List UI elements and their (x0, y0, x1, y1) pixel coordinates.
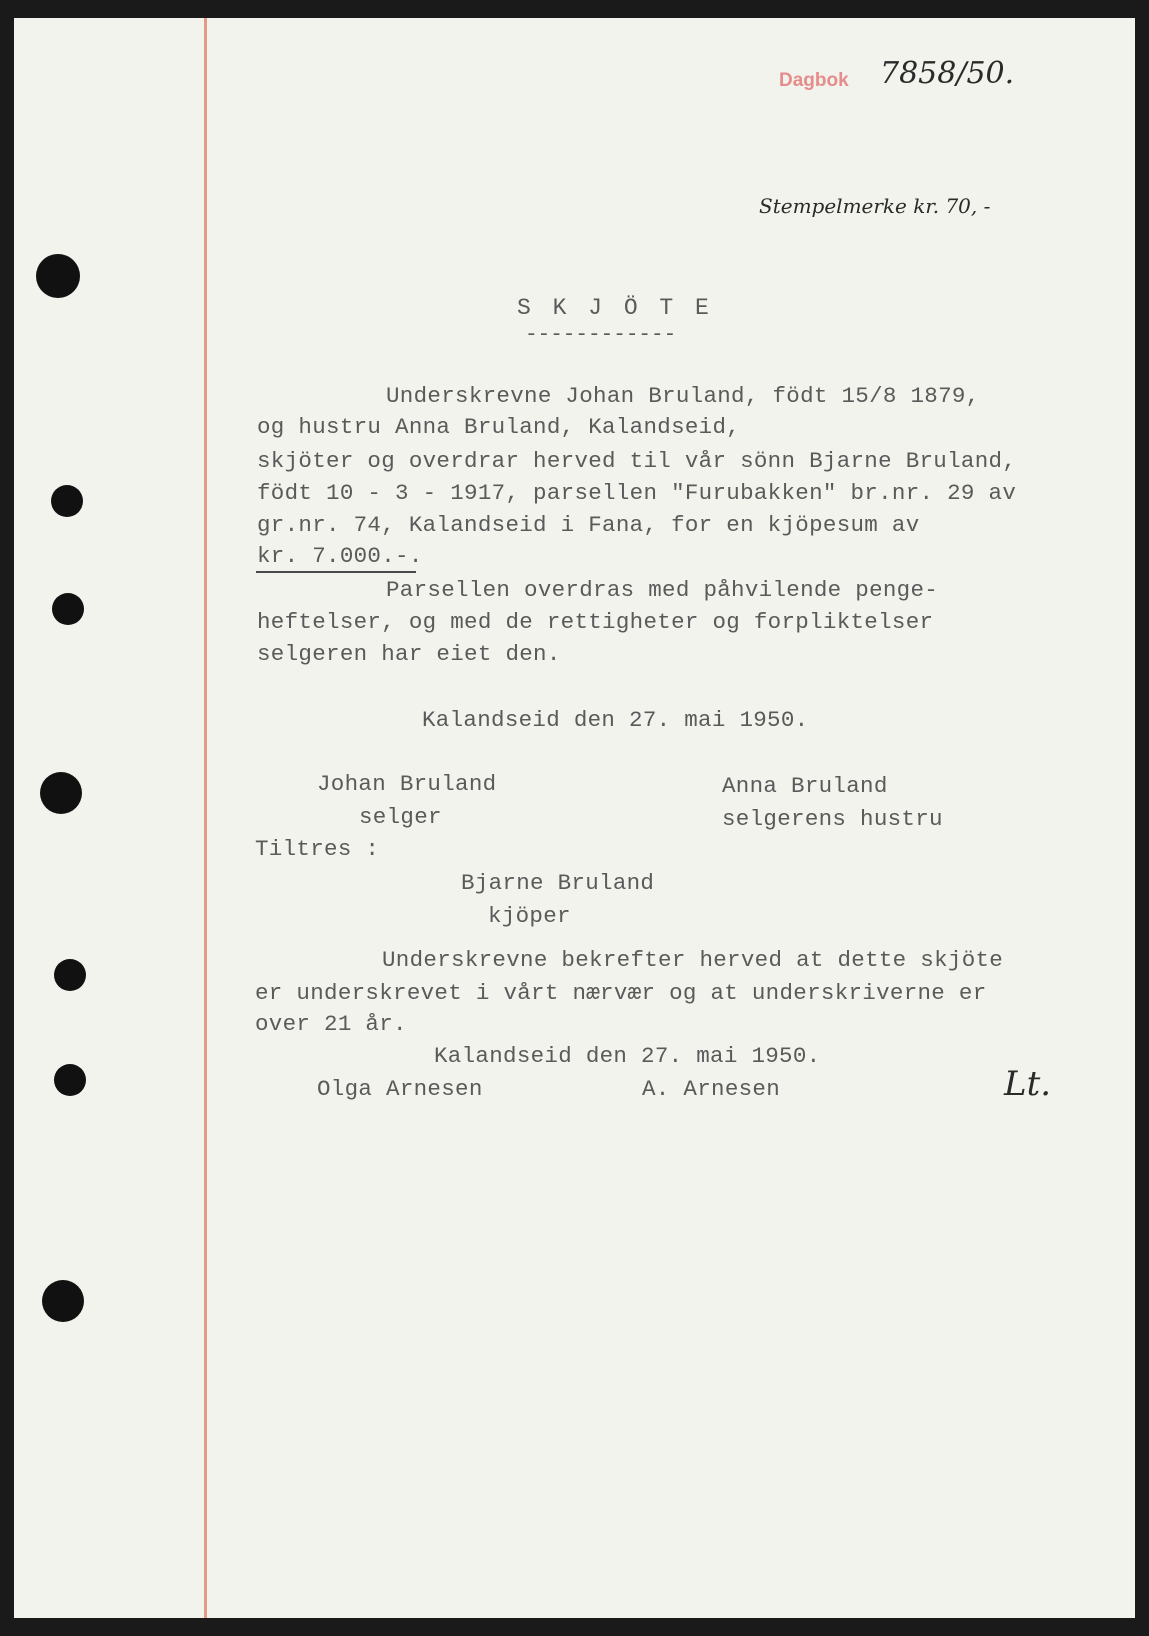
punch-hole (36, 254, 80, 298)
body-line-4: födt 10 - 3 - 1917, parsellen "Furubakken" br.nr. 29 av (257, 480, 1017, 506)
witness-1-name: Olga Arnesen (317, 1076, 483, 1102)
punch-hole (54, 1064, 86, 1096)
registry-stamp: Dagbok (779, 70, 849, 91)
body-line-8: heftelser, og med de rettigheter og forpliktelser (257, 609, 934, 635)
price-underline (256, 571, 416, 573)
case-number: 7858/50. (880, 56, 1015, 91)
body-line-5: gr.nr. 74, Kalandseid i Fana, for en kjöpesum av (257, 512, 920, 538)
purchase-price: kr. 7.000.-. (257, 543, 423, 569)
seller-role: selger (359, 804, 442, 830)
spouse-role: selgerens hustru (722, 806, 943, 832)
punch-hole (42, 1280, 84, 1322)
punch-hole (52, 593, 84, 625)
punch-hole (54, 959, 86, 991)
punch-hole (40, 772, 82, 814)
tiltres-label: Tiltres : (255, 836, 380, 862)
document-title: S K J Ö T E (517, 295, 713, 321)
stamp-fee-note: Stempelmerke kr. 70, - (759, 194, 991, 218)
body-line-1: Underskrevne Johan Bruland, födt 15/8 1879, (386, 383, 980, 409)
seller-name: Johan Bruland (317, 771, 497, 797)
margin-rule (204, 18, 207, 1618)
body-line-7: Parsellen overdras med påhvilende penge- (386, 577, 939, 603)
punch-hole (51, 485, 83, 517)
clerk-initials: Lt. (1004, 1064, 1052, 1104)
spouse-name: Anna Bruland (722, 773, 888, 799)
witness-line-3: over 21 år. (255, 1011, 407, 1037)
witness-line-2: er underskrevet i vårt nærvær og at underskriverne er (255, 980, 987, 1006)
place-date: Kalandseid den 27. mai 1950. (422, 707, 809, 733)
body-line-9: selgeren har eiet den. (257, 641, 561, 667)
place-date-witness: Kalandseid den 27. mai 1950. (434, 1043, 821, 1069)
buyer-role: kjöper (488, 903, 571, 929)
buyer-name: Bjarne Bruland (461, 870, 655, 896)
document-page (14, 18, 1135, 1618)
witness-line-1: Underskrevne bekrefter herved at dette skjöte (382, 947, 1004, 973)
title-rule: ------------ (525, 324, 677, 347)
body-line-2: og hustru Anna Bruland, Kalandseid, (257, 414, 741, 440)
body-line-3: skjöter og overdrar herved til vår sönn Bjarne Bruland, (257, 448, 1017, 474)
witness-2-name: A. Arnesen (642, 1076, 781, 1102)
